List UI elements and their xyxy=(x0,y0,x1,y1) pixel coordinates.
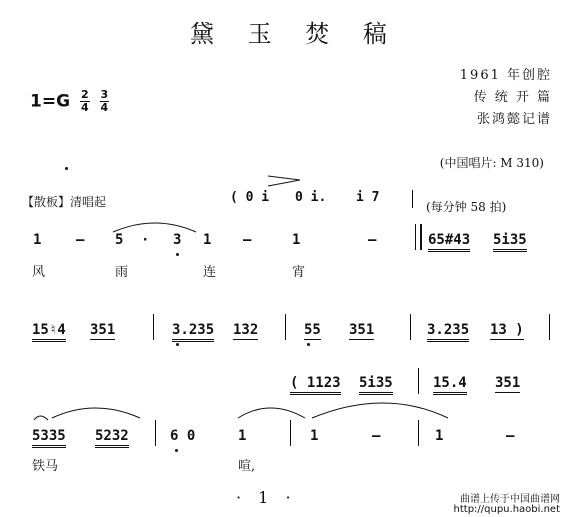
grace-notes-2: 0 i. xyxy=(295,190,327,205)
lyric: 连 xyxy=(203,265,217,280)
note-group: 3.235 xyxy=(172,322,214,338)
dash: – xyxy=(243,232,252,248)
grace-notes-1: ( 0 i xyxy=(230,190,270,205)
slur xyxy=(52,408,140,418)
page-number: · 1 · xyxy=(236,488,297,507)
note-group: 15.4 xyxy=(433,375,467,391)
note-group: 351 xyxy=(495,375,521,391)
note-group: 5i35 xyxy=(493,232,527,248)
credit-transcriber: 张鸿懿记谱 xyxy=(476,112,552,127)
note-group: 351 xyxy=(349,322,375,338)
grace-notes-3: i 7 xyxy=(356,190,380,205)
watermark-text: 曲谱上传于中国曲谱网 xyxy=(460,494,560,505)
time-signature-3-4: $\frac{3}{4}$ xyxy=(100,88,109,114)
lyric: 风 xyxy=(32,265,46,280)
slur xyxy=(312,403,448,418)
note: 1 xyxy=(435,428,444,444)
crescendo-mark xyxy=(268,176,300,186)
dash: – xyxy=(76,232,85,248)
dash: – xyxy=(368,232,377,248)
note: 1 xyxy=(310,428,319,444)
note: 1 xyxy=(33,232,42,248)
note-group: 5335 xyxy=(32,428,66,444)
slur xyxy=(238,408,305,418)
note: 1 xyxy=(238,428,247,444)
lyric: 铁马 xyxy=(32,459,59,474)
dash: – xyxy=(372,428,381,444)
watermark-url: http://qupu.haobi.net xyxy=(453,504,560,515)
note-group: 132 xyxy=(233,322,259,338)
note-group: ( 1123 xyxy=(290,375,341,391)
note: 1 xyxy=(292,232,301,248)
note-group: 15♮4 xyxy=(32,322,66,338)
credit-origin: 传 统 开 篇 xyxy=(473,90,552,105)
note-group: 5i35 xyxy=(359,375,393,391)
lyric: 雨 xyxy=(115,265,129,280)
dot: · xyxy=(141,232,150,248)
dash: – xyxy=(506,428,515,444)
time-signature-2-4: $\frac{2}{4}$ xyxy=(80,88,89,114)
slur xyxy=(113,223,196,232)
note-group: 5232 xyxy=(95,428,129,444)
credit-year: 1961 年创腔 xyxy=(459,68,552,83)
song-title: 黛 玉 焚 稿 xyxy=(190,20,400,48)
lyric: 宵 xyxy=(292,265,306,280)
note-group: 3.235 xyxy=(427,322,469,338)
tempo-mark: (每分钟 58 拍) xyxy=(426,200,507,214)
note-group: 65#43 xyxy=(428,232,470,248)
note: 5 xyxy=(115,232,124,248)
tempo-label: 【散板】清唱起 xyxy=(22,195,107,209)
note-group: 351 xyxy=(90,322,116,338)
slur xyxy=(34,416,48,420)
note: 3 xyxy=(173,232,182,248)
lyric: 喧, xyxy=(238,459,256,474)
note-group: 13 ) xyxy=(490,322,524,338)
key-label: 1=G xyxy=(30,91,71,112)
note-group: 55 xyxy=(304,322,321,338)
record-reference: (中国唱片: M 310) xyxy=(439,156,544,170)
note-group: 6 0 xyxy=(170,428,196,444)
note: 1 xyxy=(203,232,212,248)
